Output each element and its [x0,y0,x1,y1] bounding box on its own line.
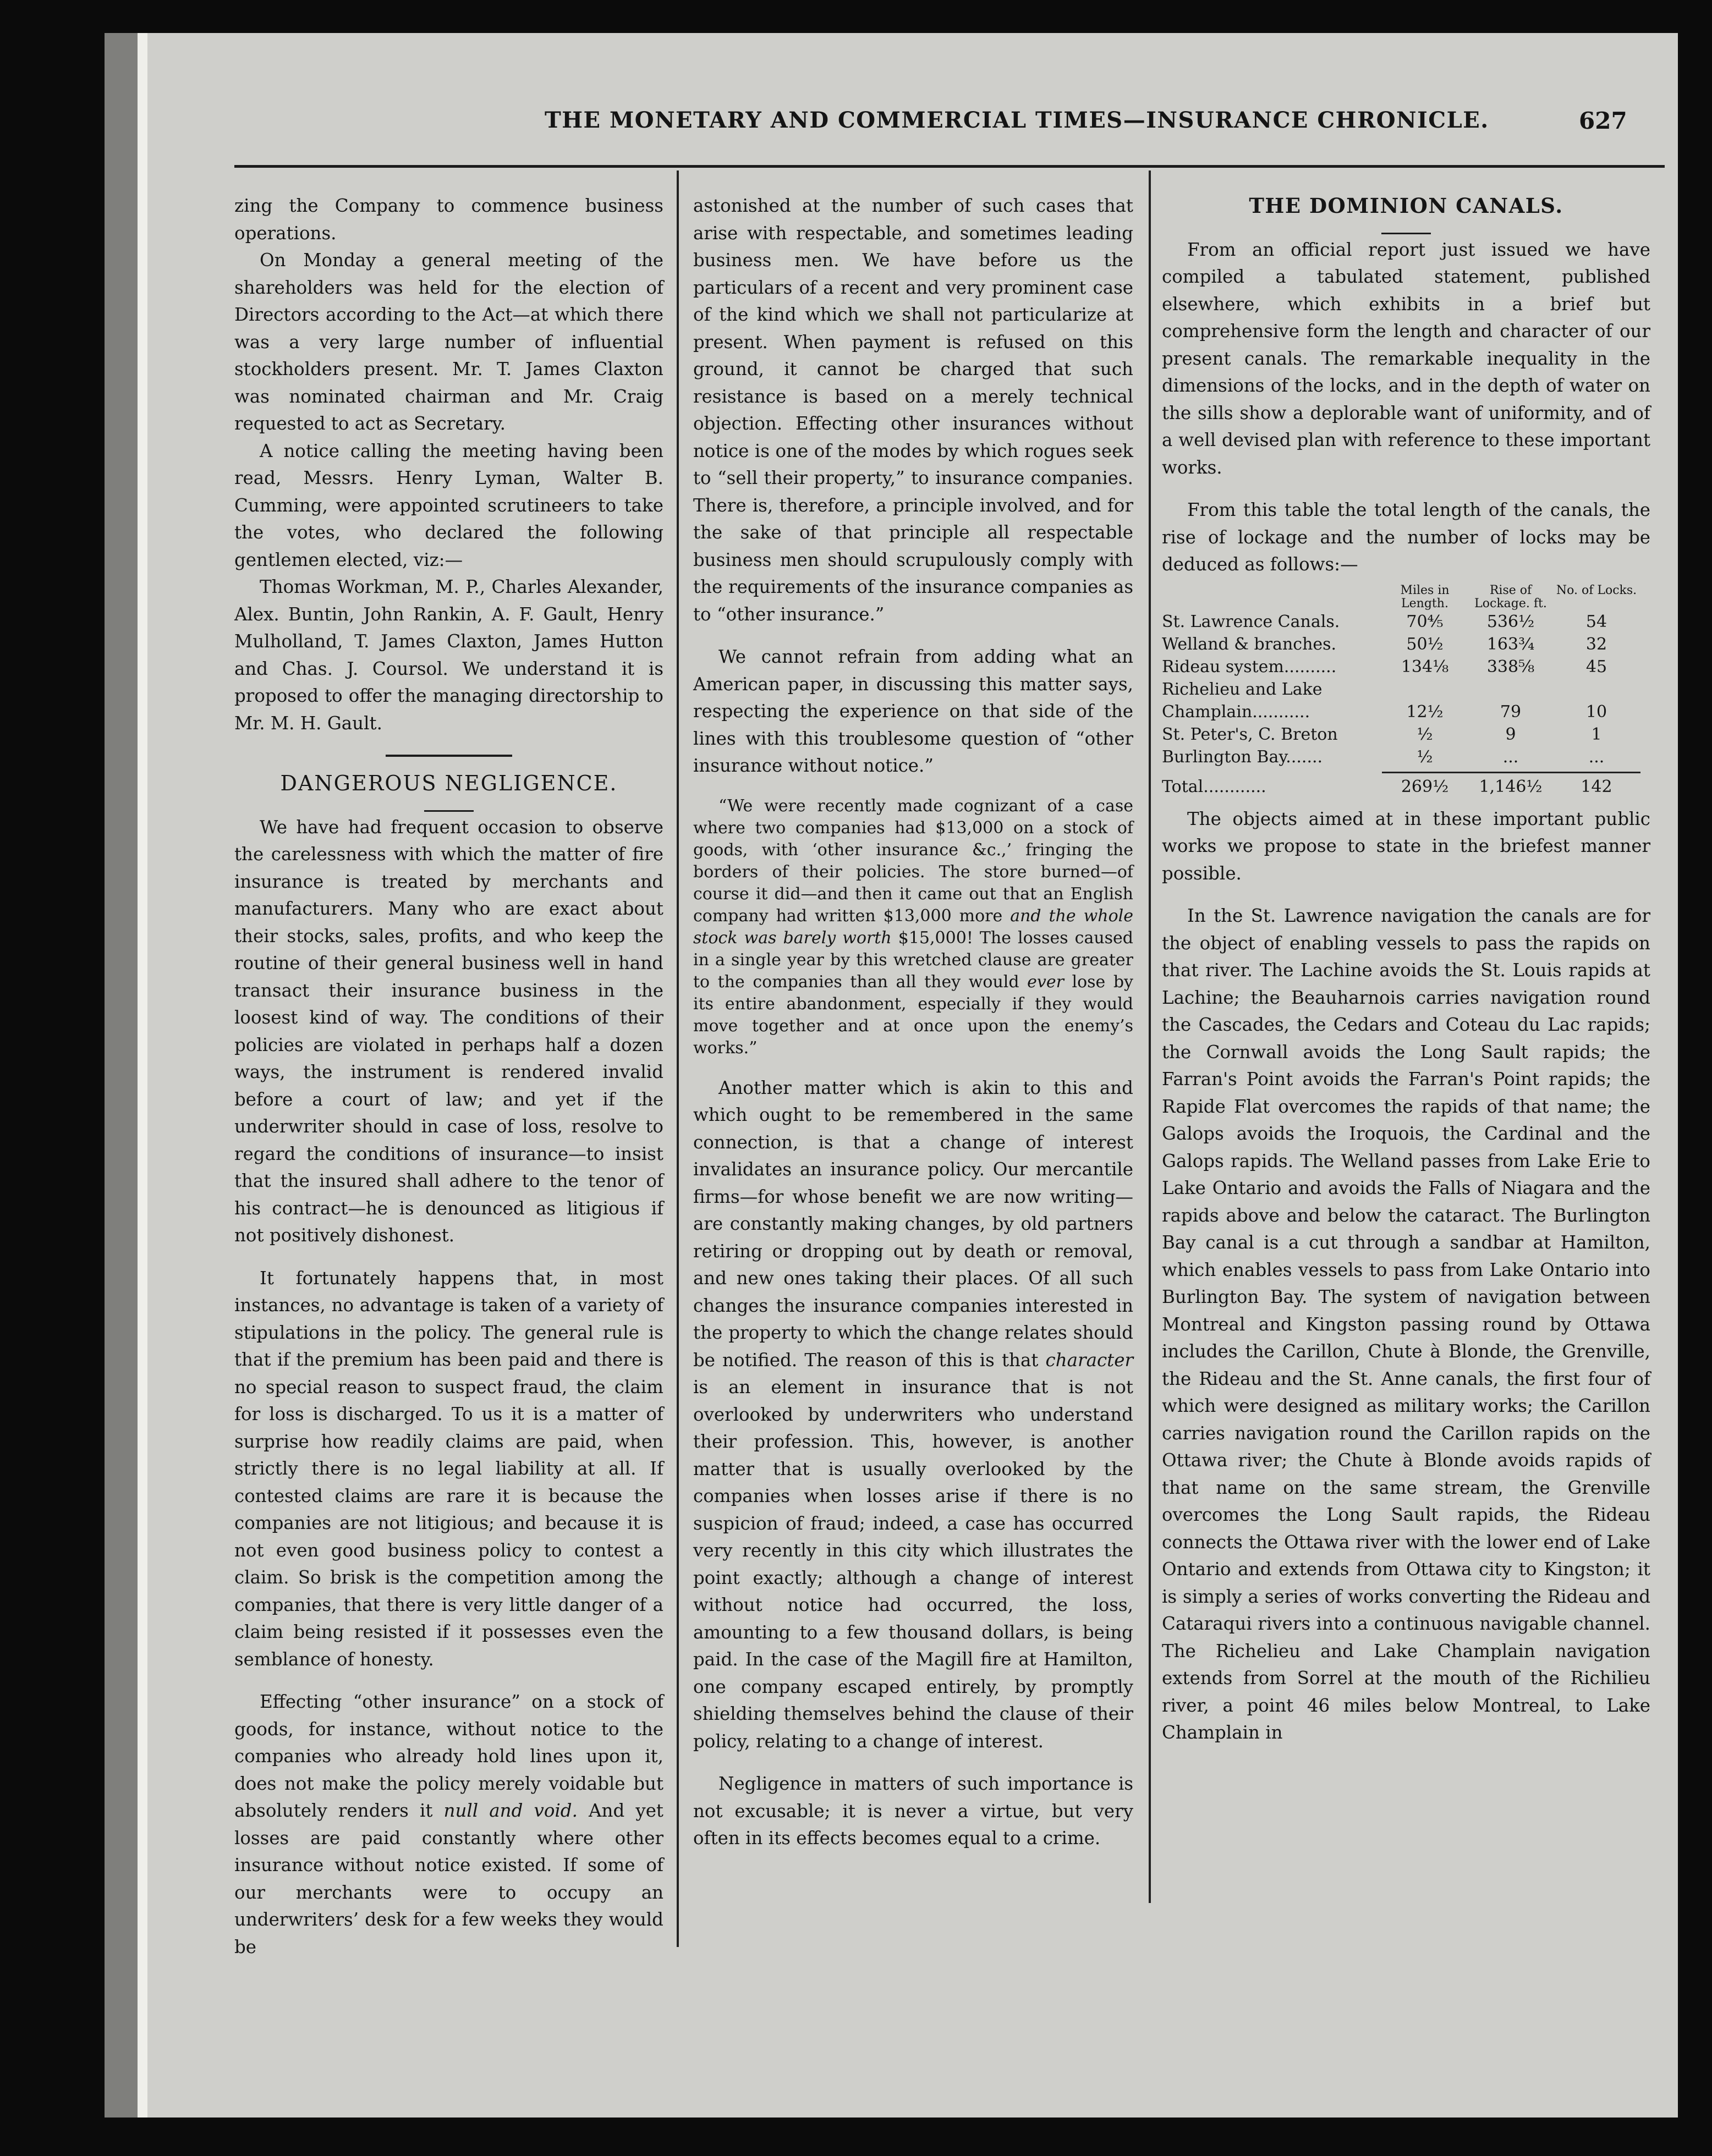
header-rule [234,165,1665,168]
rise-cell: 338⅝ [1486,657,1535,676]
column-header: Miles in Length. [1400,583,1450,610]
heading-dash [234,802,663,812]
miles-cell: 70⅘ [1406,612,1444,631]
miles-cell: 134⅛ [1401,657,1449,676]
rise-cell [1468,678,1554,701]
miles-total: 269½ [1401,777,1449,796]
canal-name: St. Peter's, C. Breton [1162,724,1338,744]
paragraph: zing the Company to commence business operations. [234,195,663,244]
column-1 [234,193,663,1957]
column-divider-2 [1149,170,1151,1903]
paragraph: It fortunately happens that, in most instances, no advantage is taken of a variety of stipulations in the policy. The general rule is that if the premium has been paid and there is no special reason to suspect fraud, the claim for loss is discharged. To us it is a matter of surprise how readily claims are paid, when strictly there is no legal liability at all. If contested claims are rare it is because the companies are not litigious; and because it is not even good business policy to contest a claim. So brisk is the competition among the companies, that there is very little danger of a claim being resisted if it possesses even the semblance of honesty. [234,1267,663,1670]
paragraph: Thomas Workman, M. P., Charles Alexander, Alex. Buntin, John Rankin, A. F. Gault, Henry Mulholland, T. James Claxton, James Hutton and Chas. J. Coursol. We understand it is proposed to offer the managing directorship to Mr. M. H. Gault. [234,576,663,734]
section-rule [386,755,512,757]
paragraph: Another matter which is akin to this and which ought to be remembered in the same connection, is that a change of interest invalidates an insurance policy. Our mercantile firms—for whose benefit we are now writing—are constantly making changes, by old partners retiring or dropping out by death or removal, and new ones taking their places. Of all such changes the insurance companies interested in the property to which the change relates should be notified. The reason of this is that character is an element in insurance that is not overlooked by underwriters who understand their profession. This, however, is another matter that is usually overlooked by the companies when losses arise if there is no suspicion of fraud; indeed, a case has occurred very recently in this city which illustrates the point exactly; although a change of interest without notice had occurred, the loss, amounting to a few thousand dollars, is being paid. In the case of the Magill fire at Hamilton, one company escaped entirely, by promptly shielding themselves behind the clause of their policy, relating to a change of interest. [693,1077,1133,1752]
rise-cell: 536½ [1486,612,1535,631]
table-row [1162,723,1650,746]
paragraph: On Monday a general meeting of the shareholders was held for the election of Directors according to the Act—at which there was a very large number of influential stockholders present. Mr. T. James Claxton was nominated chairman and Mr. Craig requested to act as Secretary. [234,250,663,434]
canal-name: Welland & branches. [1162,634,1337,654]
paragraph: A notice calling the meeting having been read, Messrs. Henry Lyman, Walter B. Cumming, were appointed scrutineers to take the votes, who declared the following gentlemen elected, viz:— [234,440,663,570]
table-row [1162,678,1650,701]
canal-table [1162,584,1650,798]
article-heading: DANGEROUS NEGLIGENCE. [280,771,618,795]
heading-dash [1162,224,1650,234]
page-edge [138,33,147,2118]
miles-cell: 50½ [1406,634,1444,654]
paragraph: We have had frequent occasion to observe the carelessness with which the matter of fire insurance is treated by merchants and manufacturers. Many who are exact about their stocks, sales, profits, and who keep the routine of their general business well in hand transact their insurance business in the loosest kind of way. The conditions of their policies are violated in perhaps half a dozen ways, the instrument is rendered invalid before a court of law; and yet if the underwriter should in case of loss, resolve to regard the conditions of insurance—to insist that the insured shall adhere to the tenor of his contract—he is denounced as litigious if not positively dishonest. [234,816,663,1246]
locks-cell: 45 [1585,657,1607,676]
locks-cell: 1 [1591,724,1602,744]
locks-cell: ... [1588,747,1605,767]
locks-cell [1554,678,1639,701]
rise-total: 1,146½ [1479,777,1543,796]
total-rule [1382,772,1640,773]
table-header [1162,584,1650,610]
canal-name: Burlington Bay....... [1162,747,1323,767]
table-row [1162,633,1650,656]
miles-cell: ½ [1417,724,1433,744]
column-2 [693,193,1133,1898]
locks-cell: 10 [1585,702,1607,722]
rise-cell: ... [1502,747,1519,767]
column-header: Rise of Lockage. ft. [1474,583,1547,610]
locks-total: 142 [1581,777,1612,796]
paragraph: Effecting “other insurance” on a stock of goods, for instance, without notice to the companies who already hold lines upon it, does not make the policy merely voidable but absolutely renders it null and void. And yet losses are paid constantly where other insurance without notice existed. If some of our merchants were to occupy an underwriters’ desk for a few weeks they would be [234,1691,663,1957]
column-3 [1162,193,1650,1898]
newspaper-page [105,33,1678,2118]
table-row [1162,656,1650,678]
rise-cell: 9 [1505,724,1516,744]
running-header [413,107,1678,151]
canal-name: Richelieu and Lake [1162,679,1323,699]
rise-cell: 79 [1500,702,1522,722]
canal-name: Champlain........... [1162,702,1310,722]
locks-cell: 54 [1585,612,1607,631]
miles-cell: ½ [1417,747,1433,767]
locks-cell: 32 [1585,634,1607,654]
canal-name: Rideau system.......... [1162,657,1337,676]
paragraph: astonished at the number of such cases that arise with respectable, and sometimes leading business men. We have before us the particulars of a recent and very prominent case of the kind which we shall not particularize at present. When payment is refused on this ground, it cannot be charged that such resistance is based on a merely technical objection. Effecting other insurances without notice is one of the modes by which rogues seek to “sell their property,” to insurance companies. There is, therefore, a principle involved, and for the sake of that principle all respectable business men should scrupulously comply with the requirements of the insurance companies as to “other insurance.” [693,195,1133,625]
paragraph: “We were recently made cognizant of a case where two companies had $13,000 on a stock of goods, with ‘other insurance &c.,’ fringing the borders of their policies. The store burned—of course it did—and then it came out that an English company had written $13,000 more and the whole stock was barely worth $15,000! The losses caused in a single year by this wretched clause are greater to the companies than all they would ever lose by its entire abandonment, especially if they would move together and at once upon the enemy’s works.” [693,796,1134,1058]
paragraph: Negligence in matters of such importance is not excusable; it is never a virtue, but very often in its effects becomes equal to a crime. [693,1773,1133,1849]
binding-gutter [105,33,138,2118]
table-row [1162,746,1650,768]
publication-title: THE MONETARY AND COMMERCIAL TIMES—INSURANCE CHRONICLE. [545,107,1489,133]
paragraph: The objects aimed at in these important public works we propose to state in the briefest manner possible. [1162,808,1650,884]
paragraph: From an official report just issued we have compiled a tabulated statement, published elsewhere, which exhibits in a brief but comprehensive form the length and character of our present canals. The remarkable inequality in the dimensions of the locks, and in the depth of water on the sills show a deplorable want of uniformity, and of a well devised plan with reference to these important works. [1162,239,1650,478]
paragraph: From this table the total length of the canals, the rise of lockage and the number of locks may be deduced as follows:— [1162,499,1650,575]
table-total-row [1162,776,1650,798]
table-row [1162,610,1650,633]
miles-cell [1382,678,1468,701]
table-row [1162,701,1650,723]
article-heading: THE DOMINION CANALS. [1249,194,1563,218]
page-number: 627 [1579,107,1627,134]
miles-cell: 12½ [1406,702,1444,722]
rise-cell: 163¾ [1486,634,1535,654]
column-divider-1 [677,170,679,1947]
paragraph: In the St. Lawrence navigation the canals are for the object of enabling vessels to pass the rapids on that river. The Lachine avoids the St. Louis rapids at Lachine; the Beauharnois carries navigation round the Cascades, the Cedars and Coteau du Lac rapids; the Cornwall avoids the Long Sault rapids; the Farran's Point avoids the Farran's Point rapids; the Rapide Flat overcomes the rapids of that name; the Galops avoids the Iroquois, the Cardinal and the Galops rapids. The Welland passes from Lake Erie to Lake Ontario and avoids the Falls of Niagara and the rapids above and below the cataract. The Burlington Bay canal is a cut through a sandbar at Hamilton, which enables vessels to pass from Lake Ontario into Burlington Bay. The system of navigation between Montreal and Kingston passing round by Ottawa includes the Carillon, Chute à Blonde, the Grenville, the Rideau and the St. Anne canals, the first four of which were designed as military works; the Carillon carries navigation round the Carillon rapids on the Ottawa river; the Chute à Blonde avoids rapids of that name on the same stream, the Grenville overcomes the Long Sault rapids, the Rideau connects the Ottawa river with the lower end of Lake Ontario and extends from Ottawa city to Kingston; it is simply a series of works converting the Rideau and Cataraqui rivers into a continuous navigable channel. The Richelieu and Lake Champlain navigation extends from Sorrel at the mouth of the Richilieu river, a point 46 miles below Montreal, to Lake Champlain in [1162,905,1650,1743]
total-label: Total............ [1162,777,1266,796]
column-header: No. of Locks. [1556,583,1637,597]
quoted-passage [693,795,1133,1059]
canal-name: St. Lawrence Canals. [1162,612,1340,631]
paragraph: We cannot refrain from adding what an American paper, in discussing this matter says, respecting the experience on that side of the lines with this troublesome question of “other insurance without notice.” [693,646,1133,776]
